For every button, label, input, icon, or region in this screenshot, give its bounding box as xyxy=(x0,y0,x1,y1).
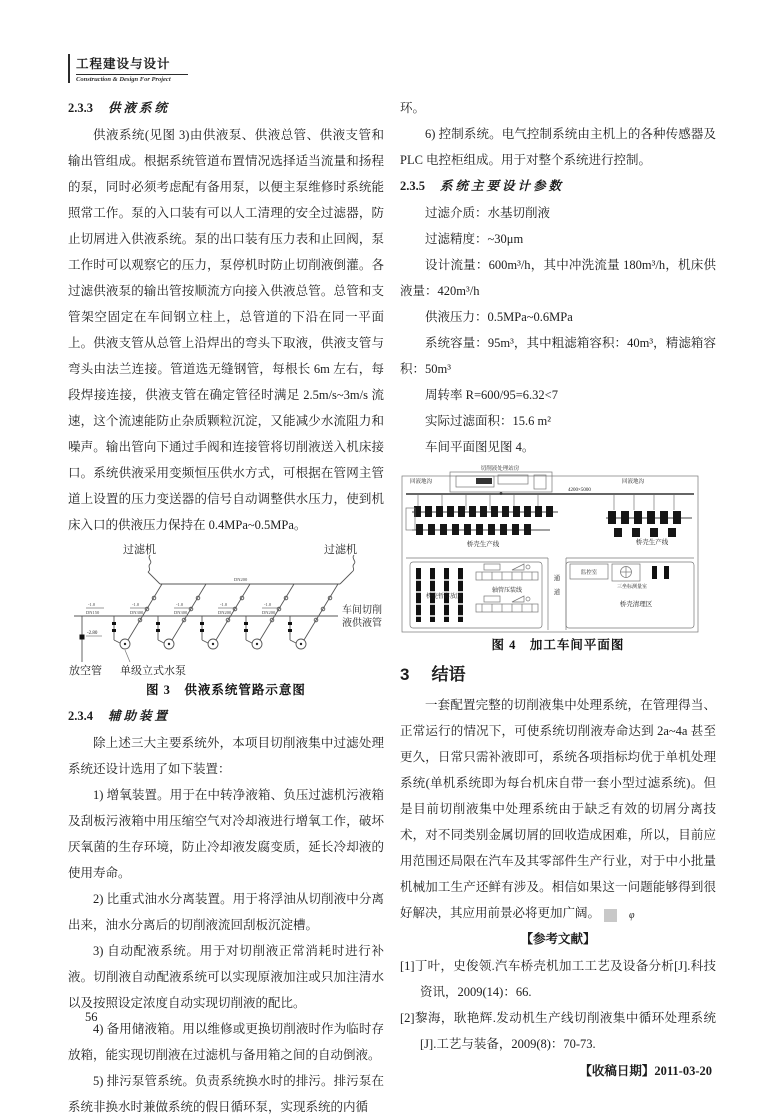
reference-item: [2]黎海，耿艳辉.发动机生产线切削液集中循环处理系统[J].工艺与装备，2009(8)：70-73. xyxy=(400,1011,716,1051)
fig4-cmm-room-label: 三坐标测量室 xyxy=(616,585,648,590)
fig3-seg4-dn: DN200 xyxy=(262,610,276,615)
fig4-cmm-room xyxy=(612,564,640,581)
figure-4-floor-plan xyxy=(400,464,702,634)
conclusion-text: 一套配置完整的切削液集中处理系统，在管理得当、正常运行的情况下，可使系统切削液寿命达到 2a~4a 甚至更久，日常只需补液即可，系统各项指标均优于单机处理系统(单机系统即为每台机床自带一套小型过滤系统)。但是目前切削液集中处理系统由于缺乏有效的切屑分离技术，对不同类别金属切屑的回收造成困难，所以，目前应用范围还局限在汽车及其零部件生产行业，对于中小批量机械加工生产还鲜有涉及。相信如果这一问题能够得到很好解决，其应用前景必将更加广阔。 xyxy=(400,698,716,920)
list-item: 2) 比重式油水分离装置。用于将浮油从切削液中分离出来，油水分离后的切削液流回刮板沉淀槽。 xyxy=(68,892,384,932)
page-content xyxy=(68,54,716,1120)
section-235-number: 2.3.5 xyxy=(400,179,425,193)
section-233-heading xyxy=(68,95,384,122)
two-column-body xyxy=(68,95,716,1120)
fig4-drop-node xyxy=(500,492,503,495)
fig4-trench-right-label: 回液地沟 xyxy=(622,479,645,485)
fig3-seg3-elev: -1.0 xyxy=(220,602,228,607)
param-line: 车间平面图见图 4。 xyxy=(425,440,535,454)
fig3-diagonal-right xyxy=(340,572,352,584)
fig3-branch xyxy=(156,584,206,649)
param-line: 实际过滤面积：15.6 m² xyxy=(425,414,551,428)
reference-item: [1]丁叶，史俊领.汽车桥壳机加工工艺及设备分析[J].科技资讯，2009(14)：66. xyxy=(400,959,716,999)
figure-4 xyxy=(400,464,716,656)
fig3-pump-branches xyxy=(112,584,338,649)
fig3-seg1-elev: -1.0 xyxy=(132,602,140,607)
fig3-seg0-dn: DN150 xyxy=(86,610,100,615)
list-item: 1) 增氧装置。用于在中转净液箱、负压过滤机污液箱及刮板污液箱中用压缩空气对冷却液进行增氧工作，破坏厌氧菌的生存环境，防止冷却液发腐变质，延长冷却液的使用寿命。 xyxy=(68,788,384,880)
section-235-heading xyxy=(400,173,716,200)
param-line: 过滤精度：~30μm xyxy=(425,232,524,246)
param-line: 周转率 R=600/95=6.32<7 xyxy=(425,388,558,402)
conclusion-paragraph xyxy=(400,692,716,926)
figure-3 xyxy=(68,542,384,701)
continuation-text: 环。 xyxy=(400,101,426,115)
list-item: 3) 自动配液系统。用于对切削液正常消耗时进行补液。切削液自动配液系统可以实现原液加注或只加注清水以及按照设定浓度自动实现切削液的配比。 xyxy=(68,944,384,1010)
param-line: 设计流量：600m³/h，其中冲洗流量 180m³/h，机床供液量：420m³/h xyxy=(400,258,716,298)
section-234-number: 2.3.4 xyxy=(68,709,93,723)
fig3-branch xyxy=(288,584,338,649)
fig3-top-dn-label: DN200 xyxy=(234,577,248,582)
list-item: 5) 排污泵管系统。负责系统换水时的排污。排污泵在系统非换水时兼做系统的假日循环泵，实现系统的内循 xyxy=(68,1074,384,1114)
fig4-small-rack-1 xyxy=(652,566,657,579)
fig3-branch xyxy=(200,584,250,649)
section-3-heading xyxy=(400,658,716,692)
fig4-press-line-label: 轴管压装线 xyxy=(491,588,523,594)
fig3-filter-left-label: 过滤机 xyxy=(123,544,156,556)
journal-logo-subtitle: Construction & Design For Project xyxy=(76,76,171,83)
fig4-corridor-label-2: 道 xyxy=(553,589,561,596)
fig4-station-building xyxy=(450,472,552,492)
received-date: 【收稿日期】2011-03-20 xyxy=(579,1064,712,1078)
fig3-supply-label-1: 车间切削 xyxy=(342,605,382,616)
section-235-title: 系统主要设计参数 xyxy=(440,179,565,193)
fig3-pump-label: 单级立式水泵 xyxy=(120,665,186,677)
fig3-branch xyxy=(244,584,294,649)
list-item: 6) 控制系统。电气控制系统由主机上的各种传感器及 PLC 电控柜组成。用于对整个系统进行控制。 xyxy=(400,127,716,167)
section-234-heading xyxy=(68,703,384,730)
fig3-seg0-elev: -1.0 xyxy=(88,602,96,607)
fig4-machine-line-left xyxy=(406,495,558,535)
fig3-elevation-text: -2.80 xyxy=(87,631,98,636)
fig4-cleaning-area-label: 桥壳清理区 xyxy=(619,601,653,608)
page-number: 56 xyxy=(85,1010,98,1024)
end-of-article-icon: φ xyxy=(604,909,617,922)
references-heading: 【参考文献】 xyxy=(520,932,596,946)
list-item: 4) 备用储液箱。用以维修或更换切削液时作为临时存放箱，能实现切削液在过滤机与备用箱之间的自动倒液。 xyxy=(68,1022,384,1062)
right-column xyxy=(400,95,716,1120)
fig3-vent-label: 放空管 xyxy=(69,665,102,677)
section-3-number: 3 xyxy=(400,665,410,684)
fig3-elevation-marker xyxy=(80,635,85,640)
left-column xyxy=(68,95,384,1120)
figure-4-caption: 图 4 加工车间平面图 xyxy=(491,638,625,652)
fig4-station-label: 切削液处理站房 xyxy=(480,466,520,472)
param-line: 过滤介质：水基切削液 xyxy=(425,206,551,220)
fig4-line-right-label: 桥壳生产线 xyxy=(635,539,669,546)
section-234-intro: 除上述三大主要系统外，本项目切削液集中过滤处理系统还设计选用了如下装置： xyxy=(68,736,384,776)
param-line: 系统容量：95m³，其中粗滤箱容积：40m³，精滤箱容积：50m³ xyxy=(400,336,716,376)
section-233-number: 2.3.3 xyxy=(68,101,93,115)
fig3-branch xyxy=(112,584,162,649)
fig4-trench-left-label: 回液地沟 xyxy=(410,479,433,485)
figure-3-caption: 图 3 供液系统管路示意图 xyxy=(146,683,306,697)
fig3-seg2-dn: DN300 xyxy=(174,610,188,615)
fig3-supply-label-2: 液供液管 xyxy=(342,618,382,629)
fig3-squiggle-right xyxy=(352,555,355,572)
fig3-seg4-elev: -1.0 xyxy=(264,602,272,607)
fig3-segment-labels xyxy=(86,602,280,615)
fig4-monitor-room-label: 监控室 xyxy=(580,570,598,576)
fig3-seg3-dn: DN200 xyxy=(218,610,232,615)
section-3-title: 结语 xyxy=(431,665,466,684)
section-234-title: 辅助装置 xyxy=(108,709,171,723)
fig3-pump-leader xyxy=(125,650,130,662)
fig4-small-rack-2 xyxy=(664,566,669,579)
fig3-diagonal-left xyxy=(148,572,160,584)
fig4-machine-line-right xyxy=(606,495,692,537)
section-233-title: 供液系统 xyxy=(108,101,171,115)
fig3-filter-right-label: 过滤机 xyxy=(324,544,357,556)
fig4-dimension-label: 4200×5000 xyxy=(568,488,591,493)
param-line: 供液压力：0.5MPa~0.6MPa xyxy=(425,310,573,324)
fig4-corridor-label-1: 通 xyxy=(553,575,561,582)
journal-logo xyxy=(68,54,188,83)
fig4-storage-label: 桥壳暂存放区 xyxy=(425,594,463,600)
fig4-line-left-label: 桥壳生产线 xyxy=(466,541,500,548)
journal-logo-title: 工程建设与设计 xyxy=(76,54,188,75)
fig3-seg2-elev: -1.0 xyxy=(176,602,184,607)
fig3-squiggle-left xyxy=(148,555,151,572)
figure-3-pipe-schematic xyxy=(68,542,384,679)
section-233-paragraph: 供液系统(见图 3)由供液泵、供液总管、供液支管和输出管组成。根据系统管道布置情况选择适当流量和扬程的泵，同时必须考虑配有备用泵，以便主泵维修时系统能照常工作。泵的入口装有可以人工清理的安全过滤器，防止切屑进入供液系统。泵的出口装有压力表和止回阀，泵工作时可以观察它的压力，泵停机时防止切削液倒灌。各过滤供液泵的输出管按顺流方向接入供液总管。总管和支管架空固定在车间钢立柱上，总管道的下沿在同一平面上。供液支管从总管上沿焊出的弯头下取液，供液支管与弯头由法兰连接。管道选无缝钢管，每根长 6m 左右，每段焊接连接，供液支管在确定管径时满足 2.5m/s~3m/s 流速，这个流速能防止杂质颗粒沉淀，又能减少水流阻力和噪声。输出管向下通过手阀和连接管将切削液送入机床接口。系统供液采用变频恒压供水方式，可根据在管网主管道上设置的压力变送器的信号自动调整供水压力，使到机床入口的供液压力保持在 0.4MPa~0.5MPa。 xyxy=(68,128,384,532)
fig3-seg1-dn: DN300 xyxy=(130,610,144,615)
